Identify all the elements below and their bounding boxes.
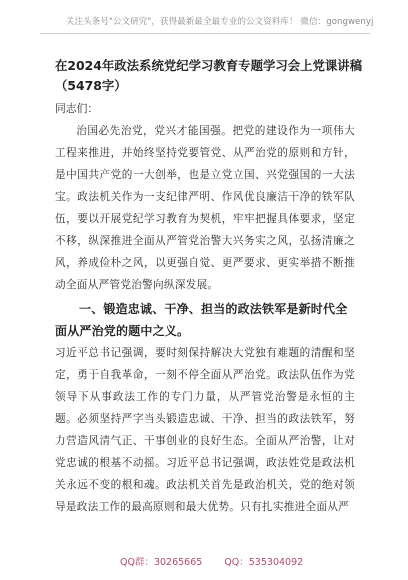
footer-qq: QQ：535304092 <box>224 557 304 568</box>
paragraph-2: 习近平总书记强调，要时刻保持解决大党独有难题的清醒和坚定，勇于自我革命，一刻不停全面从严治党。政法队伍作为党领导下从事政法工作的专门力量，从严管党治警是永恒的主题。必须坚持严字当头锻造忠诚、干净、担当的政法铁军，努力营造风清气正、干事创业的良好生态。全面从严治警，让对党忠诚的根基不动摇。习近平总书记强调，政法姓党是政法机关永远不变的根和魂。政法机关首先是政治机关，党的绝对领导是政法工作的最高原则和最大优势。只有扎实推进全面从严 <box>55 347 355 513</box>
document-title: 在2024年政法系统党纪学习教育专题学习会上党课讲稿 <box>55 58 363 73</box>
paragraph-1: 治国必先治党，党兴才能国强。把党的建设作为一项伟大工程来推进，并始终坚持党要管党、从严治党的原则和方针，是中国共产党的一大创举，也是立党立国、兴党强国的一大法宝。政法机关作为一支纪律严明、作风优良廉洁干净的铁军队伍，要以开展党纪学习教育为契机，牢牢把握具体要求，坚定不移，纵深推进全面从严管党治警大兴务实之风，弘扬清廉之风，养成俭朴之风，以更强自觉、更严要求、更实举措不断推动全面从严管党治警向纵深发展。 <box>55 125 355 291</box>
word-count: （5478字） <box>55 78 127 93</box>
header-banner: 关注头条号"公文研究"，获得最新最全最专业的公文资料库！ 微信：gongwenyj <box>66 17 374 27</box>
footer-qq-group: QQ群：30265665 <box>120 557 203 568</box>
header-divider <box>40 33 370 34</box>
footer-contact <box>120 555 320 571</box>
document-body <box>55 56 363 518</box>
greeting: 同志们： <box>55 102 99 115</box>
section-heading-1: 一、锻造忠诚、干净、担当的政法铁军是新时代全面从严治党的题中之义。 <box>55 302 348 338</box>
